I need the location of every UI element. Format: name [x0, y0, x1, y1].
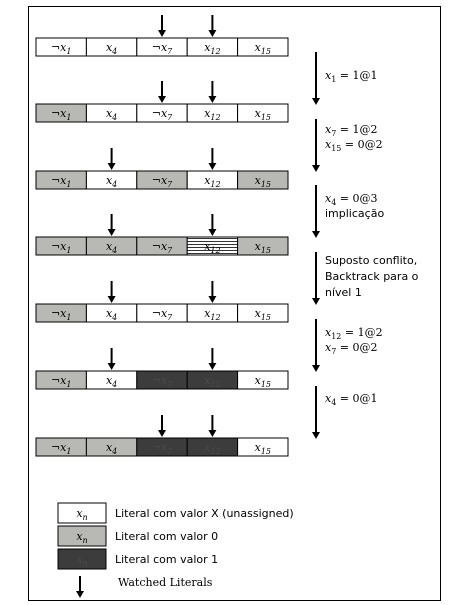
literal-cell — [137, 104, 187, 122]
assignment-step — [312, 386, 378, 439]
literal-cell — [238, 304, 288, 322]
literal-cell — [238, 438, 288, 456]
literal-label: $\neg x_7$ — [151, 307, 173, 322]
legend-label: Literal com valor X (unassigned) — [115, 507, 294, 520]
literal-label: $x_4$ — [105, 374, 118, 389]
literal-cell — [187, 38, 237, 56]
literal-label: $\neg x_7$ — [151, 374, 173, 389]
legend-watched-label: Watched Literals — [118, 576, 213, 589]
literal-label: $\neg x_1$ — [50, 374, 72, 389]
literal-cell — [137, 371, 187, 389]
literal-label: $\neg x_1$ — [50, 240, 72, 255]
watched-literal-arrow — [108, 214, 116, 236]
watched-literal-arrow — [108, 348, 116, 370]
legend — [58, 503, 294, 598]
literal-cell — [86, 38, 136, 56]
literal-cell — [137, 171, 187, 189]
literal-label: $\neg x_1$ — [50, 307, 72, 322]
literal-cell — [36, 171, 86, 189]
step-label: nível 1 — [325, 286, 362, 299]
step-label: Backtrack para o — [325, 270, 419, 283]
assignment-step — [312, 185, 384, 238]
clause-row — [36, 148, 288, 189]
clause-row — [36, 81, 288, 122]
literal-label: $x_4$ — [105, 240, 118, 255]
literal-label: $x_{15}$ — [254, 307, 272, 322]
literal-cell — [187, 237, 237, 255]
literal-cell — [137, 304, 187, 322]
literal-label: $x_{12}$ — [204, 107, 221, 122]
literal-label: $x_n$ — [76, 507, 88, 522]
step-arrow — [312, 185, 320, 238]
literal-cell — [187, 304, 237, 322]
literal-cell — [36, 104, 86, 122]
literal-cell — [238, 237, 288, 255]
literal-cell — [137, 438, 187, 456]
literal-cell — [36, 304, 86, 322]
watched-literal-arrow — [208, 148, 216, 170]
step-label: $x_4$ = 0@3 — [325, 192, 378, 207]
literal-cell — [187, 371, 237, 389]
literal-cell — [86, 304, 136, 322]
step-label: $x_{12}$ = 1@2 — [325, 326, 383, 341]
watched-literal-arrow — [208, 214, 216, 236]
literal-cell — [86, 104, 136, 122]
assignment-step — [312, 119, 383, 172]
literal-label: $x_{15}$ — [254, 174, 272, 189]
literal-label: $x_{15}$ — [254, 374, 272, 389]
literal-cell — [36, 371, 86, 389]
literal-label: $x_{12}$ — [204, 41, 221, 56]
step-label: $x_7$ = 1@2 — [325, 123, 378, 138]
literal-cell — [36, 237, 86, 255]
watched-literal-arrow — [108, 148, 116, 170]
literal-label: $\neg x_1$ — [50, 441, 72, 456]
step-label: implicação — [325, 207, 385, 220]
clause-row — [36, 348, 288, 389]
clause-rows — [36, 15, 288, 456]
literal-cell — [187, 438, 237, 456]
literal-label: $x_4$ — [105, 441, 118, 456]
watched-literal-arrow — [158, 15, 166, 37]
literal-label: $x_{12}$ — [204, 374, 221, 389]
step-label: Suposto conflito, — [325, 254, 418, 267]
literal-cell — [86, 237, 136, 255]
watched-literal-arrow — [208, 15, 216, 37]
legend-item — [58, 549, 218, 569]
step-label: $x_4$ = 0@1 — [325, 392, 378, 407]
literal-cell — [187, 171, 237, 189]
watched-literal-arrow — [158, 415, 166, 437]
literal-label: $x_4$ — [105, 107, 118, 122]
literal-label: $x_{15}$ — [254, 240, 272, 255]
literal-label: $x_4$ — [105, 174, 118, 189]
legend-watched — [76, 576, 213, 598]
literal-label: $\neg x_1$ — [50, 41, 72, 56]
literal-cell — [238, 371, 288, 389]
clause-row — [36, 15, 288, 56]
literal-cell — [86, 171, 136, 189]
literal-cell — [238, 104, 288, 122]
literal-label: $\neg x_7$ — [151, 240, 173, 255]
literal-label: $x_{12}$ — [204, 307, 221, 322]
literal-label: $x_n$ — [76, 530, 88, 545]
literal-cell — [238, 171, 288, 189]
literal-label: $\neg x_1$ — [50, 174, 72, 189]
legend-item — [58, 503, 294, 523]
watched-literal-arrow — [108, 281, 116, 303]
literal-label: $x_{15}$ — [254, 441, 272, 456]
literal-label: $x_{12}$ — [204, 174, 221, 189]
watched-literal-arrow — [208, 81, 216, 103]
assignment-step — [312, 319, 383, 372]
watched-literal-arrow — [158, 81, 166, 103]
watched-literal-arrow — [208, 348, 216, 370]
literal-cell — [137, 237, 187, 255]
assignment-steps — [312, 52, 419, 439]
literal-label: $\neg x_7$ — [151, 174, 173, 189]
step-arrow — [312, 52, 320, 105]
legend-item — [58, 526, 218, 546]
literal-label: $\neg x_7$ — [151, 41, 173, 56]
literal-cell — [36, 38, 86, 56]
literal-label: $x_n$ — [76, 553, 88, 568]
literal-label: $x_{15}$ — [254, 41, 272, 56]
literal-label: $x_{12}$ — [204, 441, 221, 456]
step-label: $x_1$ = 1@1 — [325, 69, 378, 84]
clause-row — [36, 415, 288, 456]
literal-label: $x_{15}$ — [254, 107, 272, 122]
literal-label: $x_4$ — [105, 307, 118, 322]
step-label: $x_{15}$ = 0@2 — [325, 138, 383, 153]
literal-cell — [36, 438, 86, 456]
clause-row — [36, 214, 288, 255]
literal-label: $\neg x_7$ — [151, 107, 173, 122]
literal-cell — [187, 104, 237, 122]
literal-cell — [86, 438, 136, 456]
step-label: $x_7$ = 0@2 — [325, 341, 378, 356]
watched-literal-arrow — [76, 576, 84, 598]
watched-literal-arrow — [208, 415, 216, 437]
clause-row — [36, 281, 288, 322]
legend-label: Literal com valor 0 — [115, 530, 219, 543]
literal-label: $x_4$ — [105, 41, 118, 56]
legend-label: Literal com valor 1 — [115, 553, 219, 566]
step-arrow — [312, 386, 320, 439]
step-arrow — [312, 252, 320, 305]
step-arrow — [312, 319, 320, 372]
step-arrow — [312, 119, 320, 172]
assignment-step — [312, 52, 378, 105]
assignment-step — [312, 252, 419, 305]
literal-label: $\neg x_1$ — [50, 107, 72, 122]
literal-cell — [86, 371, 136, 389]
watched-literal-arrow — [208, 281, 216, 303]
literal-label: $\neg x_7$ — [151, 441, 173, 456]
literal-cell — [238, 38, 288, 56]
literal-cell — [137, 38, 187, 56]
literal-label: $x_{12}$ — [204, 240, 221, 255]
